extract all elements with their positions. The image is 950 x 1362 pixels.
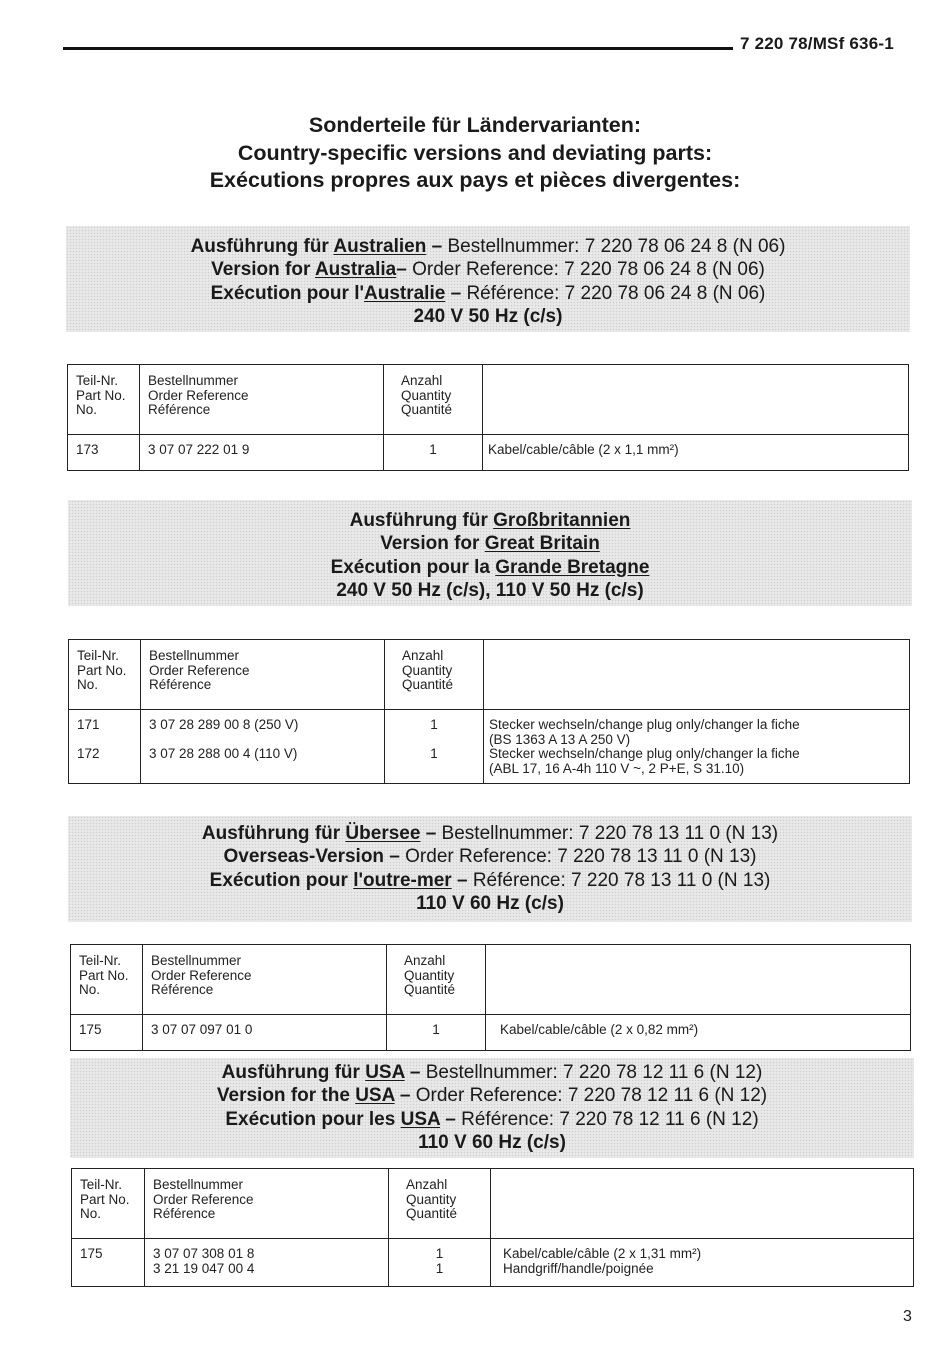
- header-order-ref: Bestellnummer Order Reference Référence: [145, 1169, 389, 1239]
- band-line-fr: Exécution pour la Grande Bretagne: [330, 556, 650, 578]
- header-description: [483, 365, 909, 435]
- header-quantity: Anzahl Quantity Quantité: [385, 640, 484, 710]
- cell-description: Kabel/cable/câble (2 x 1,31 mm²) Handgriff/handle/poignée: [491, 1239, 914, 1287]
- section-australia-band: [66, 226, 910, 332]
- header-part-no: Teil-Nr. Part No. No.: [71, 945, 143, 1015]
- header-rule: [63, 47, 733, 50]
- band-line-en: Version for the USA – Order Reference: 7 220 78 12 11 6 (N 12): [216, 1085, 768, 1107]
- title-line-en: Country-specific versions and deviating parts:: [237, 140, 713, 165]
- table-row: [69, 710, 910, 784]
- band-line-fr: Exécution pour l'outre-mer – Référence: 7 220 78 13 11 0 (N 13): [209, 869, 771, 891]
- parts-table-usa: [71, 1168, 914, 1287]
- header-order-ref: Bestellnummer Order Reference Référence: [140, 365, 384, 435]
- cell-quantity: 1: [387, 1015, 486, 1051]
- band-line-de: Ausführung für USA – Bestellnummer: 7 220 78 12 11 6 (N 12): [221, 1062, 763, 1083]
- header-order-ref: Bestellnummer Order Reference Référence: [141, 640, 385, 710]
- cell-part-no: 173: [68, 435, 140, 471]
- table-header-row: [72, 1169, 914, 1239]
- cell-order-ref: 3 07 07 222 01 9: [140, 435, 384, 471]
- cell-quantity: 1 1: [385, 710, 484, 784]
- header-part-no: Teil-Nr. Part No. No.: [72, 1169, 145, 1239]
- cell-description: Kabel/cable/câble (2 x 1,1 mm²): [483, 435, 909, 471]
- title-line-fr: Exécutions propres aux pays et pièces divergentes:: [209, 168, 741, 192]
- band-line-en: Version for Australia– Order Reference: 7 220 78 06 24 8 (N 06): [211, 259, 765, 281]
- band-line-en: Version for Great Britain: [380, 533, 600, 555]
- table-header-row: [71, 945, 911, 1015]
- band-voltage: 240 V 50 Hz (c/s): [413, 305, 563, 327]
- section-overseas-band: [68, 816, 912, 922]
- page-title: [0, 112, 950, 195]
- band-voltage: 110 V 60 Hz (c/s): [418, 1131, 566, 1153]
- band-line-fr: Exécution pour l'Australie – Référence: 7 220 78 06 24 8 (N 06): [210, 282, 766, 304]
- cell-order-ref: 3 07 07 097 01 0: [143, 1015, 387, 1051]
- table-header-row: [69, 640, 910, 710]
- cell-quantity: 1: [384, 435, 483, 471]
- cell-part-no: 175: [72, 1239, 145, 1287]
- header-order-ref: Bestellnummer Order Reference Référence: [143, 945, 387, 1015]
- header-description: [484, 640, 910, 710]
- header-part-no: Teil-Nr. Part No. No.: [68, 365, 140, 435]
- table-row: [72, 1239, 914, 1287]
- parts-table-great-britain: [68, 639, 910, 784]
- cell-part-no: 171 172: [69, 710, 141, 784]
- parts-table-australia: [67, 364, 909, 471]
- document-number: 7 220 78/MSf 636-1: [740, 34, 894, 53]
- section-usa-band: [70, 1058, 914, 1158]
- band-voltage: 110 V 60 Hz (c/s): [416, 892, 564, 914]
- header-description: [486, 945, 911, 1015]
- band-voltage: 240 V 50 Hz (c/s), 110 V 50 Hz (c/s): [336, 579, 644, 601]
- header-quantity: Anzahl Quantity Quantité: [389, 1169, 491, 1239]
- title-line-de: Sonderteile für Ländervarianten:: [308, 113, 642, 137]
- header-part-no: Teil-Nr. Part No. No.: [69, 640, 141, 710]
- band-line-de: Ausführung für Australien – Bestellnummer: 7 220 78 06 24 8 (N 06): [190, 236, 786, 257]
- cell-order-ref: 3 07 07 308 01 8 3 21 19 047 00 4: [145, 1239, 389, 1287]
- page-number: 3: [903, 1308, 912, 1325]
- parts-table-overseas: [70, 944, 911, 1051]
- cell-description: Kabel/cable/câble (2 x 0,82 mm²): [486, 1015, 911, 1051]
- band-line-de: Ausführung für Großbritannien: [349, 510, 631, 531]
- header-quantity: Anzahl Quantity Quantité: [384, 365, 483, 435]
- band-line-de: Ausführung für Übersee – Bestellnummer: 7 220 78 13 11 0 (N 13): [201, 823, 779, 844]
- band-line-fr: Exécution pour les USA – Référence: 7 220 78 12 11 6 (N 12): [225, 1108, 759, 1130]
- header-quantity: Anzahl Quantity Quantité: [387, 945, 486, 1015]
- header-description: [491, 1169, 914, 1239]
- cell-description: Stecker wechseln/change plug only/changer la fiche (BS 1363 A 13 A 250 V) Stecker wechseln/change plug only/changer la fiche (ABL 17, 16 A-4h 110 V ~, 2 P+E, S 31.10): [484, 710, 910, 784]
- cell-part-no: 175: [71, 1015, 143, 1051]
- table-row: [68, 435, 909, 471]
- band-line-en: Overseas-Version – Order Reference: 7 220 78 13 11 0 (N 13): [223, 846, 757, 868]
- table-header-row: [68, 365, 909, 435]
- section-great-britain-band: [68, 500, 912, 606]
- table-row: [71, 1015, 911, 1051]
- cell-order-ref: 3 07 28 289 00 8 (250 V) 3 07 28 288 00 4 (110 V): [141, 710, 385, 784]
- cell-quantity: 1 1: [389, 1239, 491, 1287]
